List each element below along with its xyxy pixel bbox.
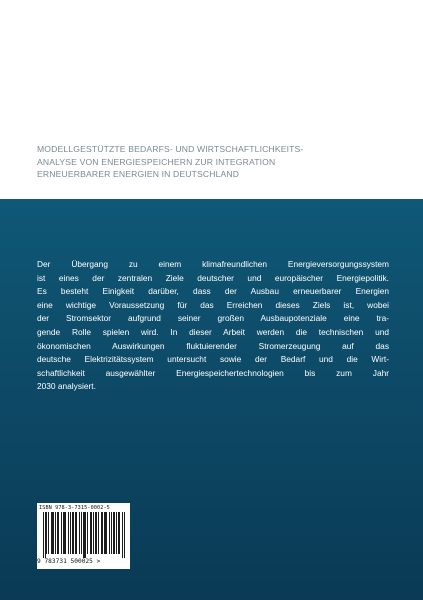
- isbn-barcode: [37, 503, 130, 569]
- barcode-bar: [101, 512, 102, 554]
- barcode-bar: [105, 512, 106, 554]
- book-title-line-2: ANALYSE VON ENERGIESPEICHERN ZUR INTEGRATION: [37, 156, 276, 167]
- cover-top-panel: [0, 0, 423, 199]
- barcode-bar: [48, 512, 49, 554]
- barcode-bar: [95, 512, 96, 554]
- barcode-bar: [90, 512, 91, 554]
- abstract-line-2: ist eines der zentralen Ziele deutscher und europäischer Energiepolitik.: [37, 272, 389, 283]
- barcode-bar: [87, 512, 88, 554]
- barcode-bar: [76, 512, 77, 554]
- barcode-bar: [46, 512, 47, 554]
- barcode-bar: [119, 512, 120, 554]
- barcode-bar: [85, 512, 86, 558]
- barcode-bar: [63, 512, 64, 554]
- barcode-icon: [43, 512, 125, 558]
- book-title-line-1: MODELLGESTÜTZTE BEDARFS- UND WIRTSCHAFTLICHKEITS-: [37, 144, 304, 154]
- barcode-bar: [81, 512, 82, 554]
- barcode-bar: [93, 512, 94, 554]
- barcode-bar: [68, 512, 69, 554]
- barcode-digits: 9 783731 500025 >: [37, 558, 101, 565]
- barcode-bar: [72, 512, 73, 554]
- barcode-bar: [111, 512, 112, 554]
- barcode-bar: [124, 512, 125, 558]
- barcode-bar: [122, 512, 123, 558]
- barcode-bar: [43, 512, 44, 558]
- barcode-bar: [65, 512, 66, 554]
- barcode-bar: [55, 512, 56, 554]
- abstract-line-3: Es besteht Einigkeit darüber, dass der Ausbau erneuerbarer Energien: [37, 286, 389, 297]
- barcode-bar: [45, 512, 46, 558]
- abstract-line-4: eine wichtige Voraussetzung für das Erreichen dieses Ziels ist, wobei: [37, 299, 389, 310]
- barcode-bar: [70, 512, 71, 554]
- book-title-line-3: ERNEUERBARER ENERGIEN IN DEUTSCHLAND: [37, 169, 240, 180]
- barcode-bar: [58, 512, 59, 554]
- barcode-bar: [116, 512, 117, 554]
- barcode-bar: [118, 512, 119, 554]
- barcode-bar: [57, 512, 58, 554]
- barcode-bar: [73, 512, 74, 554]
- barcode-bar: [75, 512, 76, 554]
- isbn-label: ISBN 978-3-7315-0002-5: [39, 505, 110, 511]
- barcode-bar: [64, 512, 65, 554]
- barcode-bar: [91, 512, 92, 554]
- barcode-bar: [109, 512, 110, 554]
- abstract-line-1: Der Übergang zu einem klimafreundlichen Energieversorgungssystem: [37, 259, 389, 269]
- barcode-bar: [114, 512, 115, 554]
- barcode-bar: [102, 512, 103, 554]
- barcode-bar: [79, 512, 80, 554]
- barcode-bar: [61, 512, 62, 554]
- abstract-line-9: schaftlichkeit ausgewählter Energiespeichertechnologien bis zum Jahr: [37, 367, 389, 378]
- barcode-bar: [104, 512, 105, 554]
- barcode-bar: [83, 512, 84, 558]
- barcode-bar: [51, 512, 52, 554]
- abstract-line-5: der Stromsektor aufgrund seiner großen Ausbaupotenziale eine tra-: [37, 313, 389, 324]
- barcode-bar: [84, 512, 85, 558]
- barcode-bar: [98, 512, 99, 554]
- book-title: [37, 143, 397, 181]
- abstract-line-7: ökonomischen Auswirkungen fluktuierender Stromerzeugung auf das: [37, 340, 389, 351]
- barcode-bar: [113, 512, 114, 554]
- abstract-line-8: deutsche Elektrizitätssystem untersucht sowie der Bedarf und die Wirt-: [37, 354, 389, 365]
- barcode-bar: [53, 512, 54, 554]
- barcode-bar: [96, 512, 97, 554]
- barcode-bar: [106, 512, 107, 554]
- abstract-text: [37, 258, 389, 394]
- abstract-line-10: 2030 analysiert.: [37, 381, 96, 392]
- abstract-line-6: gende Rolle spielen wird. In dieser Arbeit werden die technischen und: [37, 326, 389, 337]
- barcode-bar: [52, 512, 53, 554]
